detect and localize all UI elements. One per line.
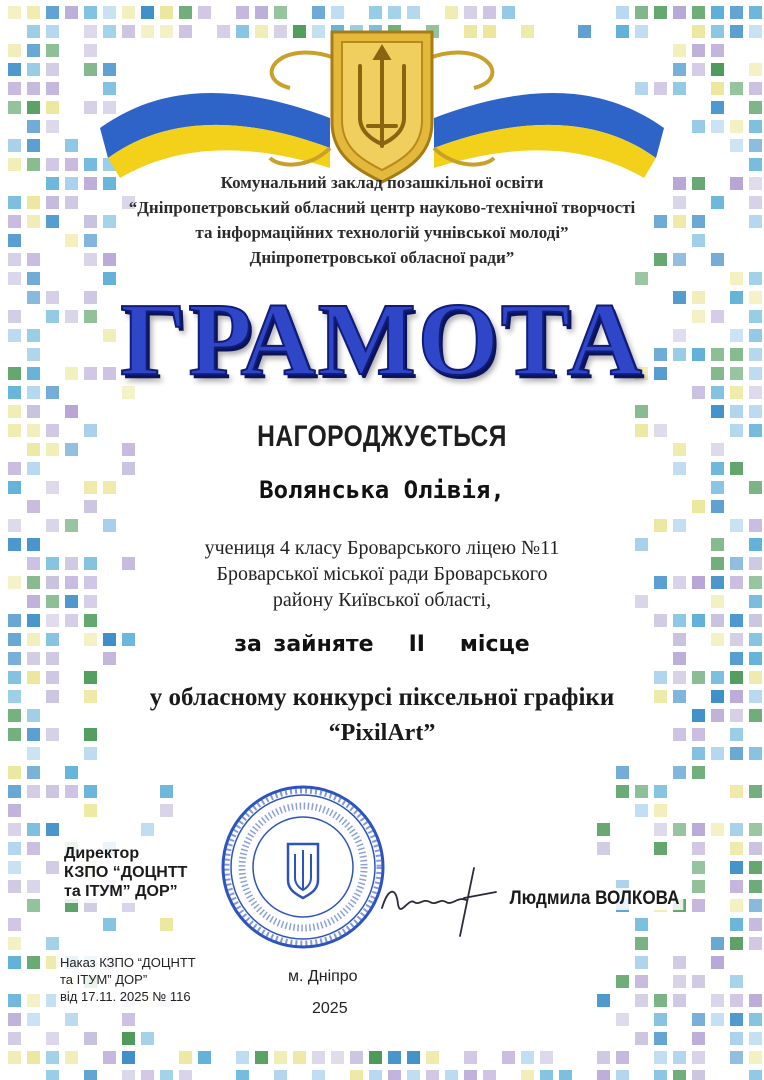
mosaic-tile (711, 747, 724, 760)
mosaic-tile (654, 823, 667, 836)
mosaic-tile (749, 405, 762, 418)
mosaic-tile (8, 880, 21, 893)
mosaic-tile (597, 994, 610, 1007)
mosaic-tile (84, 614, 97, 627)
mosaic-tile (749, 6, 762, 19)
recipient-name: Волянська Олівія, (259, 476, 505, 504)
mosaic-tile (730, 994, 743, 1007)
mosaic-tile (730, 1013, 743, 1026)
mosaic-tile (730, 120, 743, 133)
mosaic-tile (711, 956, 724, 969)
mosaic-tile (464, 1051, 477, 1064)
mosaic-tile (654, 1032, 667, 1045)
mosaic-tile (749, 120, 762, 133)
director-line-1: Директор (64, 845, 140, 862)
mosaic-tile (236, 1070, 249, 1080)
mosaic-tile (27, 139, 40, 152)
mosaic-tile (730, 880, 743, 893)
mosaic-tile (692, 614, 705, 627)
mosaic-tile (8, 671, 21, 684)
mosaic-tile (692, 861, 705, 874)
mosaic-tile (122, 1032, 135, 1045)
mosaic-tile (730, 918, 743, 931)
mosaic-tile (84, 1032, 97, 1045)
organization-line-4: Дніпропетровської обласної ради” (249, 248, 515, 267)
mosaic-tile (635, 785, 648, 798)
mosaic-tile (521, 1051, 534, 1064)
mosaic-tile (46, 823, 59, 836)
mosaic-tile (635, 804, 648, 817)
mosaic-tile (27, 44, 40, 57)
mosaic-tile (350, 1051, 363, 1064)
mosaic-tile (730, 747, 743, 760)
awarded-label: НАГОРОДЖУЄТЬСЯ (257, 420, 507, 453)
mosaic-tile (635, 405, 648, 418)
mosaic-tile (730, 671, 743, 684)
place-text: за зайняте ІІ місце (234, 632, 530, 657)
mosaic-tile (65, 614, 78, 627)
mosaic-tile (426, 1051, 439, 1064)
mosaic-tile (198, 1051, 211, 1064)
mosaic-tile (692, 842, 705, 855)
mosaic-tile (730, 6, 743, 19)
mosaic-tile (160, 1070, 173, 1080)
mosaic-tile (122, 1013, 135, 1026)
mosaic-tile (27, 82, 40, 95)
mosaic-tile (692, 1070, 705, 1080)
mosaic-tile (673, 766, 686, 779)
mosaic-tile (8, 82, 21, 95)
mosaic-tile (711, 937, 724, 950)
mosaic-tile (749, 1051, 762, 1064)
order-line-1: Наказ КЗПО “ДОЦНТТ (60, 955, 196, 970)
mosaic-tile (27, 823, 40, 836)
mosaic-tile (730, 861, 743, 874)
mosaic-tile (711, 405, 724, 418)
student-info-line-3: району Київської області, (272, 589, 492, 611)
mosaic-tile (8, 842, 21, 855)
mosaic-tile (445, 1070, 458, 1080)
mosaic-tile (749, 25, 762, 38)
mosaic-tile (711, 120, 724, 133)
mosaic-tile (654, 804, 667, 817)
mosaic-tile (331, 1051, 344, 1064)
mosaic-tile (312, 1051, 325, 1064)
mosaic-tile (8, 614, 21, 627)
mosaic-tile (654, 614, 667, 627)
mosaic-tile (673, 994, 686, 1007)
mosaic-tile (730, 975, 743, 988)
mosaic-tile (65, 519, 78, 532)
mosaic-tile (730, 1051, 743, 1064)
mosaic-tile (426, 1070, 439, 1080)
mosaic-tile (540, 1070, 553, 1080)
mosaic-tile (27, 747, 40, 760)
mosaic-tile (46, 671, 59, 684)
mosaic-tile (369, 1070, 382, 1080)
mosaic-tile (730, 1032, 743, 1045)
mosaic-tile (8, 6, 21, 19)
mosaic-tile (711, 82, 724, 95)
mosaic-tile (46, 519, 59, 532)
mosaic-tile (616, 975, 629, 988)
mosaic-tile (27, 994, 40, 1007)
mosaic-tile (692, 671, 705, 684)
mosaic-tile (8, 918, 21, 931)
contest-line-1: у обласному конкурсі піксельної графіки (149, 684, 615, 711)
order-line-3: від 17.11. 2025 № 116 (60, 989, 191, 1004)
mosaic-tile (179, 1051, 192, 1064)
mosaic-tile (654, 842, 667, 855)
mosaic-tile (749, 614, 762, 627)
mosaic-tile (730, 139, 743, 152)
mosaic-tile (692, 823, 705, 836)
mosaic-tile (8, 766, 21, 779)
mosaic-tile (521, 1070, 534, 1080)
mosaic-tile (673, 1051, 686, 1064)
mosaic-tile (46, 937, 59, 950)
student-info (0, 535, 764, 613)
mosaic-tile (711, 614, 724, 627)
mosaic-tile (673, 614, 686, 627)
mosaic-tile (749, 101, 762, 114)
mosaic-tile (27, 63, 40, 76)
mosaic-tile (635, 1032, 648, 1045)
mosaic-tile (616, 1070, 629, 1080)
mosaic-tile (65, 785, 78, 798)
mosaic-tile (65, 6, 78, 19)
mosaic-tile (597, 842, 610, 855)
mosaic-tile (692, 1013, 705, 1026)
mosaic-tile (27, 101, 40, 114)
mosaic-tile (46, 63, 59, 76)
mosaic-tile (654, 1051, 667, 1064)
mosaic-tile (103, 1051, 116, 1064)
mosaic-tile (692, 766, 705, 779)
mosaic-tile (46, 101, 59, 114)
mosaic-tile (8, 101, 21, 114)
mosaic-tile (711, 671, 724, 684)
organization-line-1: Комунальний заклад позашкільної освіти (220, 173, 544, 192)
mosaic-tile (8, 1051, 21, 1064)
mosaic-tile (46, 785, 59, 798)
mosaic-tile (616, 785, 629, 798)
mosaic-tile (730, 462, 743, 475)
mosaic-tile (27, 842, 40, 855)
mosaic-tile (46, 6, 59, 19)
mosaic-tile (27, 956, 40, 969)
mosaic-tile (635, 937, 648, 950)
mosaic-tile (711, 462, 724, 475)
mosaic-tile (654, 519, 667, 532)
mosaic-tile (293, 1051, 306, 1064)
mosaic-tile (8, 994, 21, 1007)
mosaic-tile (673, 671, 686, 684)
mosaic-tile (103, 519, 116, 532)
mosaic-tile (84, 1070, 97, 1080)
mosaic-tile (122, 462, 135, 475)
mosaic-tile (730, 405, 743, 418)
organization-line-3: та інформаційних технологій учнівської молоді” (195, 223, 569, 242)
mosaic-tile (654, 1013, 667, 1026)
mosaic-tile (8, 462, 21, 475)
mosaic-tile (84, 747, 97, 760)
mosaic-tile (65, 1051, 78, 1064)
mosaic-tile (46, 44, 59, 57)
mosaic-tile (654, 1070, 667, 1080)
mosaic-tile (8, 405, 21, 418)
mosaic-tile (692, 899, 705, 912)
student-info-line-2: Броварської міської ради Броварського (216, 563, 548, 585)
mosaic-tile (46, 120, 59, 133)
mosaic-tile (730, 937, 743, 950)
mosaic-tile (27, 899, 40, 912)
mosaic-tile (597, 1051, 610, 1064)
mosaic-tile (27, 120, 40, 133)
mosaic-tile (749, 139, 762, 152)
mosaic-tile (692, 63, 705, 76)
mosaic-tile (84, 785, 97, 798)
mosaic-tile (8, 1013, 21, 1026)
mosaic-tile (749, 671, 762, 684)
mosaic-tile (749, 1070, 762, 1080)
mosaic-tile (27, 6, 40, 19)
signature (378, 858, 498, 938)
mosaic-tile (65, 405, 78, 418)
mosaic-tile (8, 519, 21, 532)
mosaic-tile (635, 975, 648, 988)
mosaic-tile (84, 671, 97, 684)
mosaic-tile (27, 766, 40, 779)
mosaic-tile (635, 956, 648, 969)
mosaic-tile (711, 1013, 724, 1026)
mosaic-tile (749, 1013, 762, 1026)
mosaic-tile (27, 1051, 40, 1064)
mosaic-tile (8, 823, 21, 836)
mosaic-tile (65, 766, 78, 779)
mosaic-tile (388, 1051, 401, 1064)
mosaic-tile (711, 6, 724, 19)
mosaic-tile (673, 956, 686, 969)
city: м. Дніпро (288, 968, 358, 985)
mosaic-tile (8, 785, 21, 798)
mosaic-tile (388, 1070, 401, 1080)
mosaic-tile (692, 44, 705, 57)
mosaic-tile (749, 823, 762, 836)
mosaic-tile (8, 139, 21, 152)
mosaic-tile (711, 44, 724, 57)
mosaic-tile (122, 1070, 135, 1080)
year: 2025 (312, 1000, 348, 1017)
mosaic-tile (730, 842, 743, 855)
mosaic-tile (160, 804, 173, 817)
mosaic-tile (597, 823, 610, 836)
mosaic-tile (46, 861, 59, 874)
mosaic-tile (749, 861, 762, 874)
mosaic-tile (616, 1051, 629, 1064)
mosaic-tile (65, 139, 78, 152)
mosaic-tile (654, 994, 667, 1007)
mosaic-tile (692, 25, 705, 38)
mosaic-tile (692, 6, 705, 19)
student-info-line-1: учениця 4 класу Броварського ліцею №11 (204, 537, 560, 559)
mosaic-tile (749, 918, 762, 931)
mosaic-tile (711, 101, 724, 114)
mosaic-tile (8, 1032, 21, 1045)
mosaic-tile (749, 842, 762, 855)
mosaic-tile (46, 1070, 59, 1080)
mosaic-tile (692, 1051, 705, 1064)
mosaic-tile (65, 1013, 78, 1026)
mosaic-tile (730, 519, 743, 532)
mosaic-tile (274, 1070, 287, 1080)
mosaic-tile (635, 994, 648, 1007)
mosaic-tile (673, 975, 686, 988)
mosaic-tile (27, 785, 40, 798)
organization-name (0, 170, 764, 270)
mosaic-tile (312, 1070, 325, 1080)
mosaic-tile (27, 1013, 40, 1026)
mosaic-tile (692, 747, 705, 760)
mosaic-tile (749, 747, 762, 760)
mosaic-tile (749, 994, 762, 1007)
mosaic-tile (711, 823, 724, 836)
mosaic-tile (673, 1070, 686, 1080)
mosaic-tile (46, 25, 59, 38)
mosaic-tile (8, 861, 21, 874)
mosaic-tile (749, 785, 762, 798)
mosaic-tile (692, 975, 705, 988)
order-reference (56, 952, 200, 1007)
mosaic-tile (749, 899, 762, 912)
mosaic-tile (673, 823, 686, 836)
director-line-2: КЗПО “ДОЦНТТ (64, 864, 188, 881)
mosaic-tile (692, 120, 705, 133)
mosaic-tile (711, 63, 724, 76)
mosaic-tile (749, 1032, 762, 1045)
mosaic-tile (464, 1070, 477, 1080)
mosaic-tile (255, 1051, 268, 1064)
mosaic-tile (27, 671, 40, 684)
mosaic-tile (350, 1070, 363, 1080)
mosaic-tile (8, 63, 21, 76)
mosaic-tile (730, 82, 743, 95)
mosaic-tile (730, 25, 743, 38)
mosaic-tile (274, 1051, 287, 1064)
mosaic-tile (749, 519, 762, 532)
mosaic-tile (27, 405, 40, 418)
mosaic-tile (27, 25, 40, 38)
mosaic-tile (711, 25, 724, 38)
mosaic-tile (27, 462, 40, 475)
mosaic-tile (730, 785, 743, 798)
mosaic-tile (236, 1051, 249, 1064)
mosaic-tile (160, 785, 173, 798)
signer-name: Людмила ВОЛКОВА (506, 888, 683, 910)
mosaic-tile (84, 804, 97, 817)
mosaic-tile (103, 918, 116, 931)
mosaic-tile (692, 1032, 705, 1045)
mosaic-tile (597, 1070, 610, 1080)
mosaic-tile (749, 880, 762, 893)
mosaic-tile (502, 1051, 515, 1064)
order-line-2: та ІТУМ” ДОР” (60, 972, 148, 987)
mosaic-tile (692, 880, 705, 893)
mosaic-tile (654, 671, 667, 684)
mosaic-tile (616, 766, 629, 779)
mosaic-tile (730, 823, 743, 836)
mosaic-tile (730, 614, 743, 627)
mosaic-tile (711, 994, 724, 1007)
mosaic-tile (46, 82, 59, 95)
certificate-title: ГРАМОТА (120, 282, 644, 397)
awarded-label-wrap (0, 420, 764, 454)
coat-of-arms-emblem (80, 18, 684, 188)
mosaic-tile (673, 462, 686, 475)
mosaic-tile (407, 1051, 420, 1064)
mosaic-tile (141, 1070, 154, 1080)
contest-name: “PixilArt” (328, 720, 436, 746)
official-stamp (218, 782, 388, 952)
mosaic-tile (616, 1013, 629, 1026)
mosaic-tile (730, 899, 743, 912)
mosaic-tile (8, 956, 21, 969)
mosaic-tile (46, 614, 59, 627)
mosaic-tile (160, 918, 173, 931)
mosaic-tile (46, 1032, 59, 1045)
director-title (62, 842, 193, 903)
mosaic-tile (749, 937, 762, 950)
mosaic-tile (141, 823, 154, 836)
mosaic-tile (8, 804, 21, 817)
mosaic-tile (654, 785, 667, 798)
mosaic-tile (122, 1051, 135, 1064)
mosaic-tile (559, 1070, 572, 1080)
organization-line-2: “Дніпропетровський обласний центр науково-технічної творчості (128, 198, 636, 217)
mosaic-tile (749, 63, 762, 76)
mosaic-tile (407, 1070, 420, 1080)
mosaic-tile (673, 519, 686, 532)
mosaic-tile (141, 1032, 154, 1045)
mosaic-tile (8, 937, 21, 950)
mosaic-tile (27, 614, 40, 627)
director-line-3: та ІТУМ” ДОР” (64, 883, 178, 900)
mosaic-tile (27, 880, 40, 893)
mosaic-tile (483, 1070, 496, 1080)
mosaic-tile (179, 1070, 192, 1080)
mosaic-tile (369, 1051, 382, 1064)
mosaic-tile (635, 918, 648, 931)
mosaic-tile (8, 44, 21, 57)
mosaic-tile (749, 82, 762, 95)
mosaic-tile (540, 1051, 553, 1064)
mosaic-tile (46, 1051, 59, 1064)
